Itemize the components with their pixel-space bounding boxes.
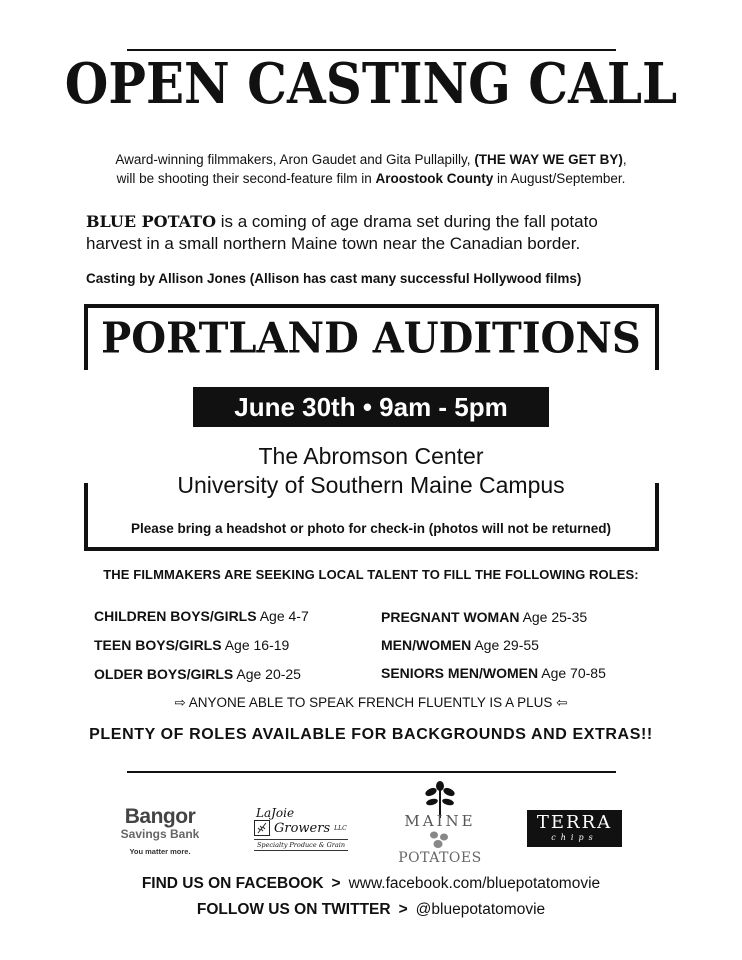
venue-line2: University of Southern Maine Campus: [177, 472, 565, 498]
bangor-line2: Savings Bank: [120, 827, 200, 841]
audition-datetime: June 30th • 9am - 5pm: [193, 387, 549, 427]
twitter-handle[interactable]: @bluepotatomovie: [415, 901, 546, 918]
auditions-frame-left-bottom: [84, 483, 88, 551]
role-age: Age 16-19: [224, 637, 290, 653]
facebook-row: [0, 875, 742, 893]
page-title: OPEN CASTING CALL: [64, 50, 678, 117]
intro-line1-c: ,: [622, 152, 627, 167]
lajoie-line1: LaJoie: [256, 806, 295, 820]
casting-note: Casting by Allison Jones (Allison has cast many successful Hollywood films): [86, 271, 582, 286]
role-name: TEEN BOYS/GIRLS: [94, 637, 222, 653]
role-item: [94, 608, 309, 624]
intro-line2-c: in August/September.: [493, 171, 626, 186]
role-age: Age 29-55: [474, 637, 539, 653]
bangor-tagline: You matter more.: [129, 847, 191, 856]
maine-line1: MAINE: [404, 812, 476, 830]
role-item: [94, 637, 289, 653]
role-name: PREGNANT WOMAN: [381, 609, 520, 625]
twitter-separator: >: [398, 901, 408, 918]
facebook-separator: >: [331, 875, 341, 892]
auditions-frame-top: [84, 304, 659, 308]
role-item: [381, 637, 539, 653]
bottom-rule: [127, 771, 616, 773]
role-name: OLDER BOYS/GIRLS: [94, 666, 234, 682]
twitter-row: [0, 901, 742, 919]
facebook-link[interactable]: www.facebook.com/bluepotatomovie: [348, 875, 601, 892]
role-item: [381, 609, 587, 625]
extras-note: PLENTY OF ROLES AVAILABLE FOR BACKGROUNDS AND EXTRAS!!: [89, 726, 653, 743]
lajoie-line2-row: [254, 820, 348, 836]
headshot-note: Please bring a headshot or photo for check-in (photos will not be returned): [130, 521, 612, 536]
role-name: MEN/WOMEN: [381, 637, 472, 653]
intro-line2-b: Aroostook County: [375, 171, 494, 186]
bangor-line1: Bangor: [124, 805, 196, 828]
intro-line2-a: will be shooting their second-feature film in: [116, 171, 376, 186]
venue: [0, 442, 742, 500]
synopsis-line2: harvest in a small northern Maine town near the Canadian border.: [86, 234, 581, 253]
role-item: [94, 666, 301, 682]
maine-line2: POTATOES: [398, 850, 482, 866]
terra-line2: chips: [551, 833, 598, 842]
venue-line1: The Abromson Center: [258, 443, 484, 469]
french-note: [0, 695, 742, 711]
bangor-savings-logo: [105, 806, 215, 856]
terra-box: [527, 810, 622, 847]
role-name: SENIORS MEN/WOMEN: [381, 665, 539, 681]
intro-line1-a: Award-winning filmmakers, Aron Gaudet and Gita Pullapilly,: [115, 152, 475, 167]
role-age: Age 20-25: [236, 666, 301, 682]
twitter-label: FOLLOW US ON TWITTER: [196, 901, 391, 918]
role-age: Age 70-85: [541, 665, 606, 681]
grain-icon: [254, 820, 270, 836]
french-note-text: ANYONE ABLE TO SPEAK FRENCH FLUENTLY IS A PLUS: [188, 695, 553, 710]
maine-potatoes-logo: [392, 780, 488, 866]
lajoie-line2: Growers: [274, 820, 331, 836]
role-age: Age 4-7: [259, 608, 309, 624]
auditions-frame-bottom: [84, 547, 659, 551]
lajoie-growers-logo: [254, 806, 348, 851]
arrow-right-icon: ⇨: [174, 695, 186, 710]
role-name: CHILDREN BOYS/GIRLS: [94, 608, 257, 624]
role-item: [381, 665, 606, 681]
synopsis-line1: is a coming of age drama set during the fall potato: [216, 212, 598, 231]
facebook-label: FIND US ON FACEBOOK: [141, 875, 324, 892]
arrow-left-icon: ⇦: [556, 695, 568, 710]
terra-line1: TERRA: [536, 812, 613, 833]
auditions-heading: PORTLAND AUDITIONS: [101, 313, 641, 364]
roles-heading: THE FILMMAKERS ARE SEEKING LOCAL TALENT TO FILL THE FOLLOWING ROLES:: [103, 567, 639, 582]
intro-text: [40, 150, 702, 188]
film-title: BLUE POTATO: [86, 212, 216, 231]
role-age: Age 25-35: [522, 609, 588, 625]
lajoie-tagline: Specialty Produce & Grain: [254, 839, 348, 851]
intro-line1-b: (THE WAY WE GET BY): [474, 152, 623, 167]
terra-chips-logo: [527, 810, 622, 847]
auditions-frame-right-bottom: [655, 483, 659, 551]
potatoes-icon: [425, 830, 455, 850]
lajoie-suffix: LLC: [334, 824, 347, 832]
synopsis-text: [86, 211, 686, 255]
